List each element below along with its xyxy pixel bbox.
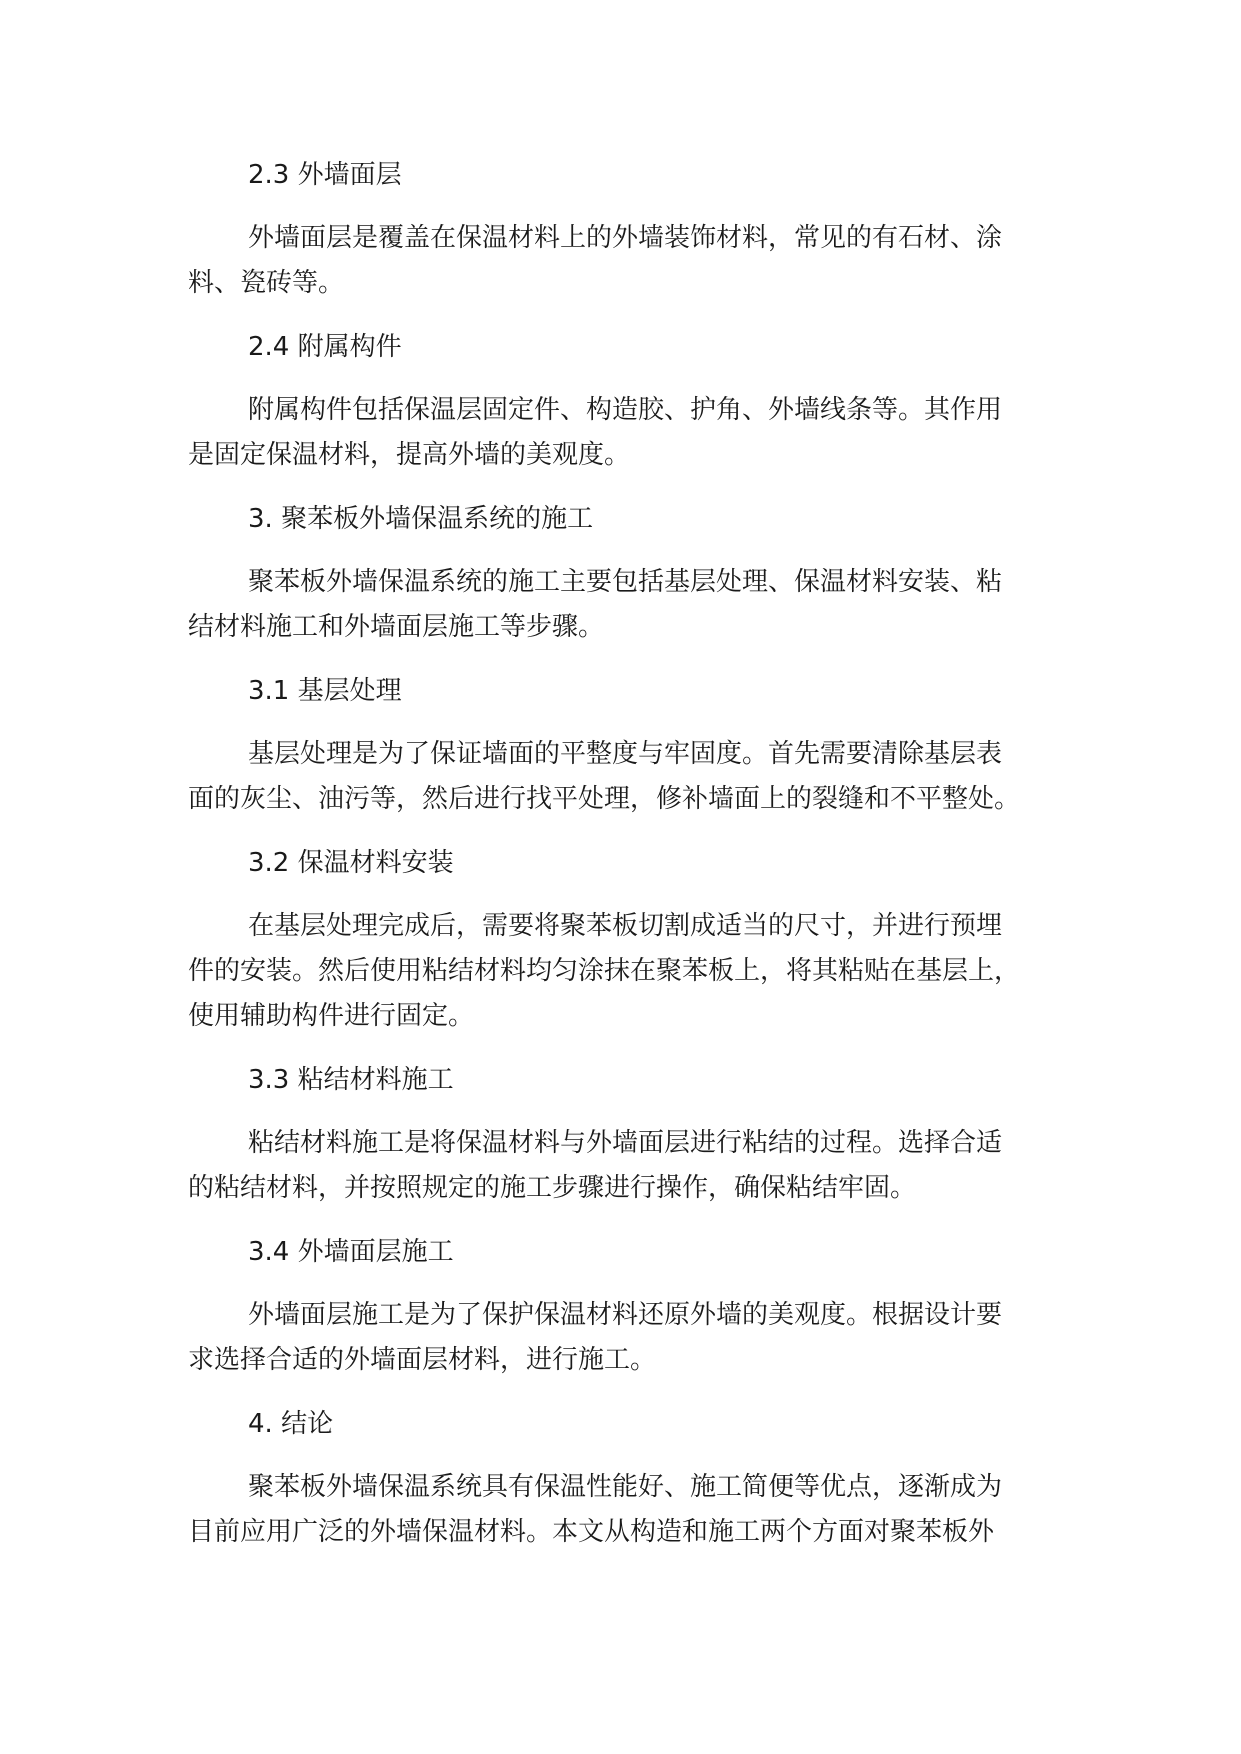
section-heading-3-2: 3.2 保温材料安装 bbox=[248, 848, 454, 878]
paragraph-line: 使用辅助构件进行固定。 bbox=[188, 1001, 475, 1031]
paragraph-line: 面的灰尘、油污等，然后进行找平处理，修补墙面上的裂缝和不平整处。 bbox=[188, 784, 1021, 814]
paragraph-line: 目前应用广泛的外墙保温材料。本文从构造和施工两个方面对聚苯板外 bbox=[188, 1517, 995, 1547]
paragraph-line: 基层处理是为了保证墙面的平整度与牢固度。首先需要清除基层表 bbox=[248, 739, 1003, 769]
paragraph-line: 附属构件包括保温层固定件、构造胶、护角、外墙线条等。其作用 bbox=[248, 395, 1003, 425]
paragraph-line: 件的安装。然后使用粘结材料均匀涂抹在聚苯板上，将其粘贴在基层上， bbox=[188, 956, 1021, 986]
paragraph-base-treatment bbox=[188, 732, 1088, 822]
paragraph-construction-overview bbox=[188, 560, 1088, 650]
paragraph-exterior-finish bbox=[188, 216, 1088, 306]
section-heading-2-3: 2.3 外墙面层 bbox=[248, 160, 402, 190]
paragraph-line: 外墙面层是覆盖在保温材料上的外墙装饰材料，常见的有石材、涂 bbox=[248, 223, 1003, 253]
section-heading-3-4: 3.4 外墙面层施工 bbox=[248, 1237, 454, 1267]
paragraph-line: 聚苯板外墙保温系统具有保温性能好、施工简便等优点，逐渐成为 bbox=[248, 1472, 1003, 1502]
section-heading-4: 4. 结论 bbox=[248, 1409, 334, 1439]
paragraph-line: 料、瓷砖等。 bbox=[188, 268, 345, 298]
section-heading-3-3: 3.3 粘结材料施工 bbox=[248, 1065, 454, 1095]
document-page bbox=[188, 156, 1088, 1577]
paragraph-line: 是固定保温材料，提高外墙的美观度。 bbox=[188, 440, 631, 470]
paragraph-line: 在基层处理完成后，需要将聚苯板切割成适当的尺寸，并进行预埋 bbox=[248, 911, 1003, 941]
paragraph-line: 粘结材料施工是将保温材料与外墙面层进行粘结的过程。选择合适 bbox=[248, 1128, 1003, 1158]
paragraph-conclusion bbox=[188, 1465, 1088, 1555]
paragraph-line: 外墙面层施工是为了保护保温材料还原外墙的美观度。根据设计要 bbox=[248, 1300, 1003, 1330]
section-heading-3-1: 3.1 基层处理 bbox=[248, 676, 402, 706]
section-heading-2-4: 2.4 附属构件 bbox=[248, 332, 402, 362]
paragraph-adhesive bbox=[188, 1121, 1088, 1211]
paragraph-line: 的粘结材料，并按照规定的施工步骤进行操作，确保粘结牢固。 bbox=[188, 1173, 917, 1203]
paragraph-line: 求选择合适的外墙面层材料，进行施工。 bbox=[188, 1345, 657, 1375]
section-heading-3: 3. 聚苯板外墙保温系统的施工 bbox=[248, 504, 594, 534]
paragraph-finish-construction bbox=[188, 1293, 1088, 1383]
paragraph-insulation-install bbox=[188, 904, 1088, 1039]
paragraph-accessories bbox=[188, 388, 1088, 478]
paragraph-line: 聚苯板外墙保温系统的施工主要包括基层处理、保温材料安装、粘 bbox=[248, 567, 1003, 597]
paragraph-line: 结材料施工和外墙面层施工等步骤。 bbox=[188, 612, 605, 642]
